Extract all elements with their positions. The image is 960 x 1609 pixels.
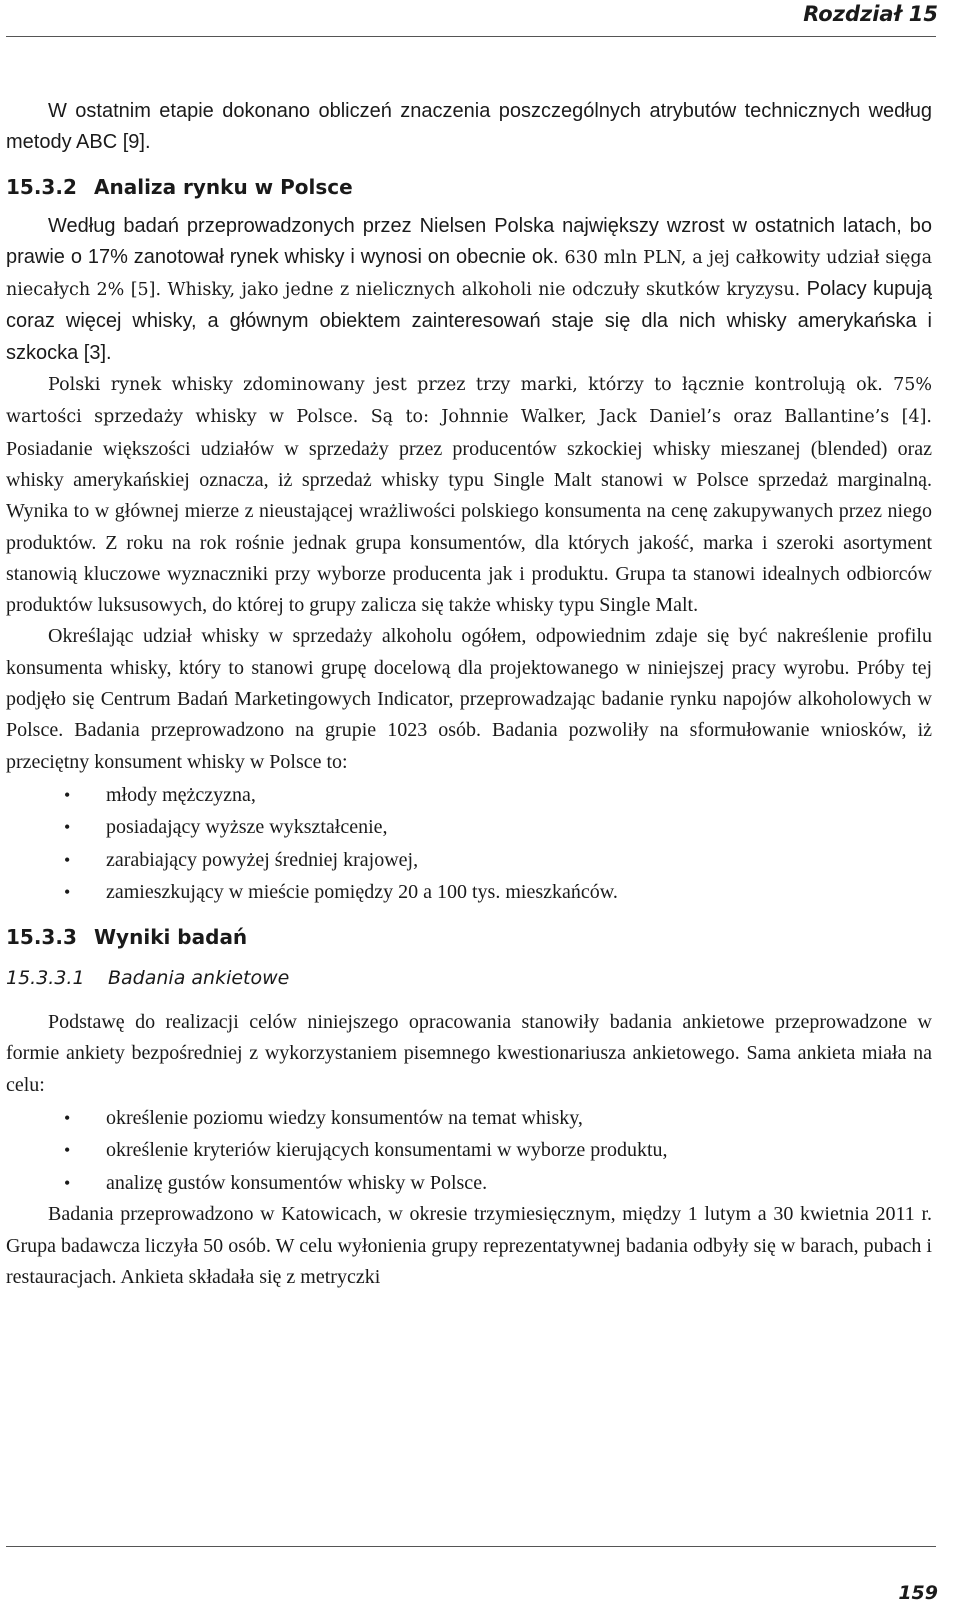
subsection-heading-15-3-3-1 bbox=[6, 961, 932, 995]
consumer-profile-list bbox=[6, 779, 932, 909]
text-run: Polacy kupują coraz więcej whisky, a głównym obiektem zainteresowań staje się dla nich whisky amerykańska i szkocka [3]. bbox=[6, 278, 932, 364]
list-item bbox=[6, 844, 932, 877]
bullet-icon: • bbox=[64, 882, 71, 903]
subsection-title: Badania ankietowe bbox=[108, 966, 290, 989]
page-body bbox=[6, 96, 932, 1293]
list-item-text: młody mężczyzna, bbox=[106, 783, 256, 806]
subsection-number: 15.3.3.1 bbox=[6, 966, 85, 989]
text-run: 630 mln PLN, a jej całkowity udział sięga niecałych 2% [5]. Whisky, jako jedne z nielicznych alkoholi nie odczuły skutków kryzysu. bbox=[6, 247, 933, 301]
section-number: 15.3.2 bbox=[6, 174, 77, 199]
survey-goals-list bbox=[6, 1102, 932, 1200]
bullet-icon: • bbox=[64, 784, 71, 805]
text-run: Posiadanie większości udziałów w sprzedaży przez producentów szkockiej whisky mieszanej (blended) oraz whisky amerykańskiej oznacza, iż sprzedaż whisky typu Single Malt stanowi w Polsce sprzedaż marginalną. Wynika to w głównej mierze z nieustającej wrażliwości polskiego konsumenta na cenę zakupywanych przez niego produktów. Z roku na rok rośnie jednak grupa konsumentów, dla których jakość, marka i szeroki asortyment stanowią kluczowe wyznaczniki przy wyborze producenta jak i produktu. Grupa ta stanowi idealnych odbiorców produktów luksusowych, do której to grupy zalicza się także whisky typu Single Malt. bbox=[6, 437, 932, 617]
text-run: Według badań przeprowadzonych przez Nielsen Polska największy wzrost w ostatnich latach, bo prawie o 17% zanotował rynek whisky i wynosi on obecnie ok. bbox=[6, 214, 932, 268]
list-item-text: analizę gustów konsumentów whisky w Polsce. bbox=[106, 1171, 488, 1194]
bullet-icon: • bbox=[64, 1172, 71, 1193]
list-item-text: określenie poziomu wiedzy konsumentów na temat whisky, bbox=[106, 1106, 583, 1129]
list-item bbox=[6, 876, 932, 909]
text-run: Polski rynek whisky zdominowany jest przez trzy marki, którzy to łącznie kontrolują ok. 75% wartości sprzedaży whisky w Polsce. Są to: Johnnie Walker, Jack Daniel’s oraz Ballantine’s [4]. bbox=[6, 375, 932, 428]
header-rule bbox=[6, 36, 936, 37]
list-item-text: określenie kryteriów kierujących konsumentami w wyborze produktu, bbox=[106, 1139, 668, 1162]
list-item-text: zamieszkujący w mieście pomiędzy 20 a 100 tys. mieszkańców. bbox=[106, 881, 618, 904]
market-paragraph-2 bbox=[6, 369, 932, 621]
list-item-text: posiadający wyższe wykształcenie, bbox=[106, 816, 388, 839]
document-page bbox=[6, 0, 938, 1609]
bullet-icon: • bbox=[64, 1107, 71, 1128]
survey-paragraph-1: Podstawę do realizacji celów niniejszego opracowania stanowiły badania ankietowe przeprowadzone w formie ankiety bezpośredniej z wykorzystaniem pisemnego kwestionariusza ankietowego. Sama ankieta miała na celu: bbox=[6, 1010, 932, 1096]
list-item-text: zarabiający powyżej średniej krajowej, bbox=[106, 848, 419, 871]
section-heading-15-3-3 bbox=[6, 919, 932, 955]
list-item bbox=[6, 1167, 932, 1200]
list-item bbox=[6, 779, 932, 812]
section-title: Wyniki badań bbox=[94, 924, 248, 949]
bullet-icon: • bbox=[64, 849, 71, 870]
market-paragraph-3: Określając udział whisky w sprzedaży alkoholu ogółem, odpowiednim zdaje się być nakreślenie profilu konsumenta whisky, który to stanowi grupę docelową dla projektowanego w niniejszej pracy wyrobu. Próby tej podjęło się Centrum Badań Marketingowych Indicator, przeprowadzając badanie rynku napojów alkoholowych w Polsce. Badania przeprowadzono na grupie 1023 osób. Badania pozwoliły na sformułowanie wniosków, iż przeciętny konsument whisky w Polsce to: bbox=[6, 625, 932, 773]
list-item bbox=[6, 1134, 932, 1167]
bullet-icon: • bbox=[64, 1140, 71, 1161]
page-number: 159 bbox=[898, 1582, 938, 1604]
list-item bbox=[6, 811, 932, 844]
section-title: Analiza rynku w Polsce bbox=[94, 174, 353, 199]
market-paragraph-1 bbox=[6, 211, 932, 369]
bullet-icon: • bbox=[64, 817, 71, 838]
survey-paragraph-2: Badania przeprowadzono w Katowicach, w okresie trzymiesięcznym, między 1 lutym a 30 kwietnia 2011 r. Grupa badawcza liczyła 50 osób. W celu wyłonienia grupy reprezentatywnej badania odbyły się w barach, pubach i restauracjach. Ankieta składała się z metryczki bbox=[6, 1203, 932, 1288]
section-number: 15.3.3 bbox=[6, 924, 77, 949]
section-heading-15-3-2 bbox=[6, 169, 932, 205]
list-item bbox=[6, 1102, 932, 1135]
intro-paragraph: W ostatnim etapie dokonano obliczeń znaczenia poszczególnych atrybutów technicznych według metody ABC [9]. bbox=[6, 100, 932, 154]
footer-rule bbox=[6, 1546, 936, 1547]
running-header-chapter: Rozdział 15 bbox=[803, 2, 938, 26]
